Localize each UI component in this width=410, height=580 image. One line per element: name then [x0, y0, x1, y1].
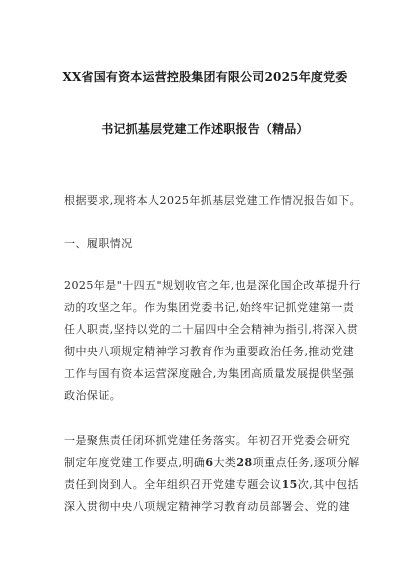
paragraph-line: 动的攻坚之年。作为集团党委书记,始终牢记抓党建第一责 [64, 301, 355, 314]
line-segment: 次,其中包括 [297, 478, 359, 491]
line-segment: 制定年度党建工作要点,明确 [64, 456, 206, 469]
intro-paragraph [64, 190, 362, 212]
paragraph-line: 深入贯彻中央八项规定精神学习教育动员部署会、党的建 [64, 500, 351, 513]
intro-text: 根据要求,现将本人2025年抓基层党建工作情况报告如下。 [64, 194, 362, 207]
paragraph-line: 2025年是"十四五"规划收官之年,也是深化国企改革提升行 [64, 279, 361, 292]
line-segment: 大类 [213, 456, 237, 469]
paragraph-performance-overview [64, 275, 361, 407]
paragraph-line [64, 452, 360, 474]
paragraph-line: 工作与国有资本运营深度融合,为集团高质量发展提供坚强 [64, 367, 355, 380]
line-segment: 责任到岗到人。全年组织召开党建专题会议 [64, 478, 282, 491]
paragraph-line: 政治保证。 [64, 389, 122, 402]
report-title-line-2: 书记抓基层党建工作述职报告（精品） [101, 122, 309, 136]
paragraph-line: 彻中央八项规定精神学习教育作为重要政治任务,推动党建 [64, 345, 355, 358]
paragraph-line: 一是聚焦责任闭环抓党建任务落实。年初召开党委会研究 [64, 434, 351, 447]
paragraph-line [64, 474, 359, 496]
count-number: 6 [205, 456, 214, 469]
count-number: 28 [236, 456, 253, 469]
section-heading-text: 一、履职情况 [64, 237, 133, 250]
line-segment: 项重点任务,逐项分解 [252, 456, 360, 469]
report-title-line-1: XX省国有资本运营控股集团有限公司2025年度党委 [62, 70, 348, 84]
section-heading [64, 233, 352, 255]
count-number: 15 [281, 478, 298, 491]
paragraph-responsibility [64, 430, 360, 518]
paragraph-line: 任人职责,坚持以党的二十届四中全会精神为指引,将深入贯 [64, 323, 359, 336]
